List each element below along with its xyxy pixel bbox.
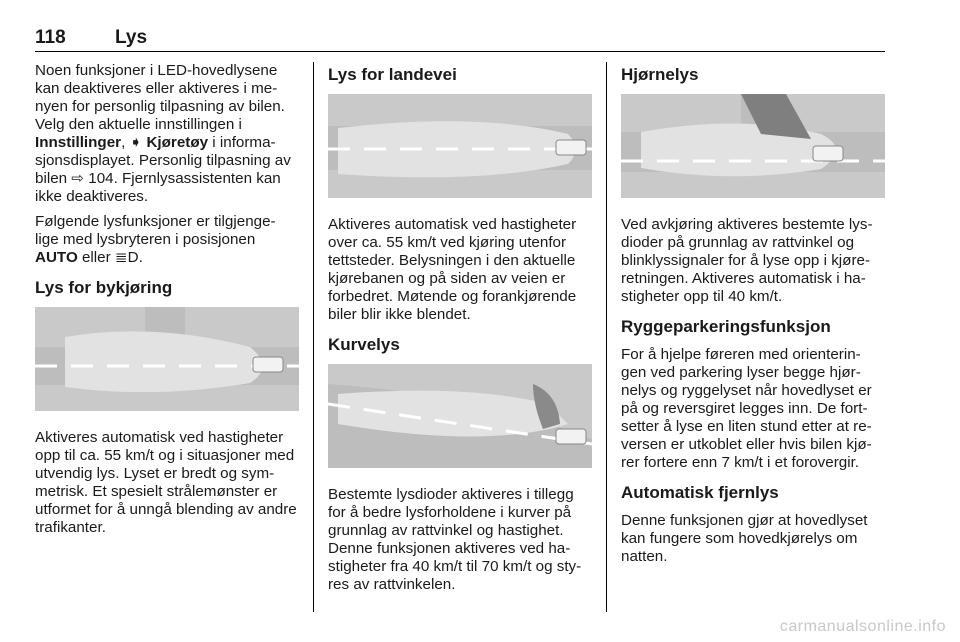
menu-settings: Innstillinger: [35, 134, 122, 151]
heading-country-light: Lys for landevei: [328, 65, 457, 84]
auto-label: AUTO: [35, 249, 78, 266]
column-3: [621, 62, 885, 573]
heading-corner-light: Hjørnelys: [621, 65, 699, 84]
heading-city-light: Lys for bykjøring: [35, 278, 173, 297]
heading-curve-light: Kurvelys: [328, 335, 400, 354]
paragraph-intro: Noen funksjoner i LED-hovedlysene kan deaktiveres eller aktiveres i me-nyen for personlig tilpasning av bilen. Velg den aktuelle innstillingen i Innstillinger, ➧ Kjøretøy i informa-sjonsdisplayet. Personlig tilpasning av bilen ⇨ 104. Fjernlysassistenten kan ikke deaktiveres.: [35, 62, 291, 205]
heading-auto-high-beam: Automatisk fjernlys: [621, 483, 779, 502]
city-light-illustration: [35, 307, 299, 411]
paragraph-curve-light: Bestemte lysdioder aktiveres i tillegg for å bedre lysforholdene i kurver på grunnlag av rattvinkel og hastighet. Denne funksjonen aktiveres ved ha-stigheter fra 40 km/t til 70 km/t og sty-res av rattvinkelen.: [328, 486, 582, 593]
paragraph-auto-high-beam: Denne funksjonen gjør at hovedlyset kan fungere som hovedkjørelys om natten.: [621, 512, 868, 565]
page-header: [35, 27, 885, 52]
curve-light-illustration: [328, 364, 592, 468]
menu-vehicle: Kjøretøy: [146, 134, 209, 151]
column-2: [328, 62, 592, 601]
page-number: 118: [35, 27, 66, 48]
paragraph-city-light: Aktiveres automatisk ved hastigheter opp til ca. 55 km/t og i situasjoner med utvendig lys. Lyset er bredt og sym-metrisk. Et spesielt strålemønster er utformet for å unngå blending av andre trafikanter.: [35, 429, 297, 536]
heading-reverse-parking: Ryggeparkeringsfunksjon: [621, 317, 831, 336]
watermark: carmanualsonline.info: [779, 618, 946, 635]
country-light-illustration: [328, 94, 592, 198]
paragraph-switch: Følgende lysfunksjoner er tilgjenge-lige med lysbryteren i posisjonen AUTO eller ≣D.: [35, 213, 276, 266]
corner-light-illustration: [621, 94, 885, 198]
column-1: [35, 62, 299, 544]
paragraph-reverse-parking: For å hjelpe føreren med orienterin-gen ved parkering lyser begge hjør-nelys og ryggelyset når hovedlyset er på og reversgiret legges inn. De fort-setter å lyse en liten stund etter at re-versen er utkoblet eller hvis bilen kjø-rer fortere enn 7 km/t i et forovergir.: [621, 346, 872, 471]
column-divider: [313, 62, 314, 612]
paragraph-corner-light: Ved avkjøring aktiveres bestemte lys-dioder på grunnlag av rattvinkel og blinklyssignaler for å lyse opp i kjøre-retningen. Aktiveres automatisk i ha-stigheter opp til 40 km/t.: [621, 216, 873, 305]
page-title: Lys: [115, 27, 148, 48]
paragraph-country-light: Aktiveres automatisk ved hastigheter over ca. 55 km/t ved kjøring utenfor tettsteder. Belysningen i den aktuelle kjørebanen og på siden av veien er forbedret. Møtende og forankjørende biler blir ikke blendet.: [328, 216, 577, 323]
column-divider: [606, 62, 607, 612]
